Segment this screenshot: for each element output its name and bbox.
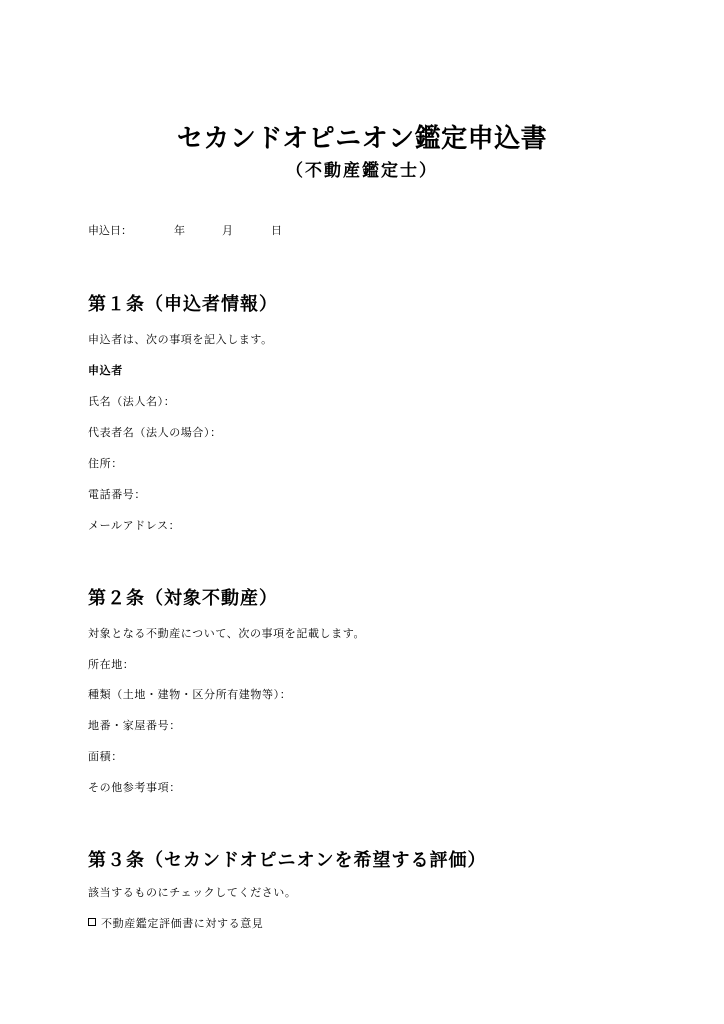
field-other-notes: その他参考事項： [88, 781, 181, 794]
date-year-label: 年 [174, 224, 185, 237]
document-title: セカンドオピニオン鑑定申込書 [176, 124, 548, 154]
date-month-label: 月 [222, 224, 233, 237]
application-date-label: 申込日： [88, 224, 132, 237]
field-lot-number: 地番・家屋番号： [88, 719, 181, 732]
article1-intro: 申込者は、次の事項を記入します。 [88, 333, 273, 346]
option-appraisal-opinion[interactable] [88, 915, 263, 931]
option-label: 不動産鑑定評価書に対する意見 [101, 917, 264, 930]
field-address: 住所： [88, 457, 123, 470]
applicant-subheading: 申込者 [88, 364, 123, 377]
date-day-label: 日 [271, 224, 282, 237]
field-location: 所在地： [88, 658, 135, 671]
field-email: メールアドレス： [88, 519, 181, 532]
field-phone: 電話番号： [88, 488, 146, 501]
article3-heading: 第３条（セカンドオピニオンを希望する評価） [88, 850, 487, 871]
article2-intro: 対象となる不動産について、次の事項を記載します。 [88, 627, 366, 640]
field-area: 面積： [88, 750, 123, 763]
checkbox-icon[interactable] [88, 918, 96, 926]
article2-heading: 第２条（対象不動産） [88, 588, 278, 609]
article3-intro: 該当するものにチェックしてください。 [88, 886, 297, 899]
field-name: 氏名（法人名）： [88, 395, 176, 408]
article1-heading: 第１条（申込者情報） [88, 294, 278, 315]
document-subtitle: （不動産鑑定士） [286, 161, 438, 181]
field-representative: 代表者名（法人の場合）： [88, 426, 222, 439]
field-property-type: 種類（土地・建物・区分所有建物等）： [88, 688, 292, 701]
